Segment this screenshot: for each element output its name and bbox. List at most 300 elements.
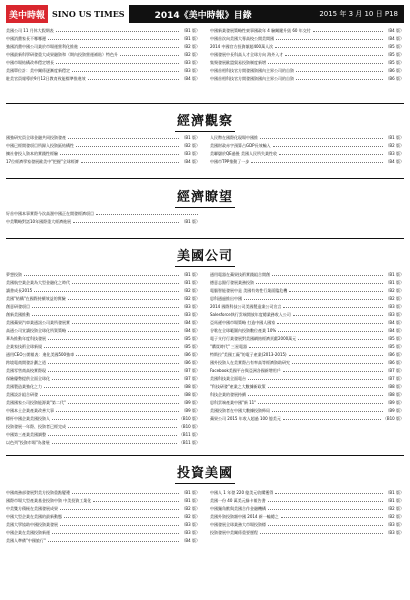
toc-entry-title: 美國零售商高校實際現 <box>6 368 46 373</box>
divider <box>6 238 404 239</box>
toc-entry <box>6 392 200 398</box>
toc-entry-title: Facebook美國平台與亞洲各國新增用戶 <box>210 368 281 373</box>
toc-entry-page: （B2 版） <box>181 52 200 57</box>
toc-entry-title: 集聚發展歐盟貿易投資制度新增 <box>210 60 266 65</box>
toc-dot-leader <box>289 291 383 292</box>
toc-entry-title: 中國企業在美國投資新運 <box>6 530 50 535</box>
toc-entry-title: 美國投資者在中國大數據投資佈局 <box>210 408 270 413</box>
toc-entry-page: （B1 版） <box>181 490 200 495</box>
toc-dot-leader <box>44 347 179 348</box>
toc-entry <box>210 76 404 82</box>
toc-entry-page: （B9 版） <box>181 400 200 405</box>
toc-entry-title: 國際市場大型產業基金投資中資 中美投資工業化 <box>6 498 92 503</box>
toc-dot-leader <box>32 307 179 308</box>
toc-entry-page: （B1 版） <box>181 280 200 285</box>
toc-entry <box>6 296 200 302</box>
toc-entry-page: （B5 版） <box>181 344 200 349</box>
toc-entry-page: （B4 版） <box>181 328 200 333</box>
toc-entry-title: 美國航空業企業為大型金融化之時代 <box>6 280 70 285</box>
section-title-economic-observation: 經濟觀察 <box>0 110 410 132</box>
toc-dot-leader <box>80 47 179 48</box>
toc-entry-page: （B3 版） <box>385 530 404 535</box>
toc-entry-page: （B2 版） <box>181 514 200 519</box>
toc-entry-page: （B2 版） <box>181 506 200 511</box>
toc-entry-title: 特斯拉"美國工廠"的電子產業(2013-2015) <box>210 352 287 357</box>
toc-entry <box>210 143 404 149</box>
toc-entry-title: 好首中國本事實際今次高漲中國正在開發經濟項目 <box>6 211 94 216</box>
toc-entry <box>6 498 200 504</box>
toc-entry <box>6 143 200 149</box>
toc-entry-title: 讀書成長2015 <box>6 288 33 293</box>
toc-entry <box>6 36 200 42</box>
toc-dot-leader <box>52 443 177 444</box>
toc-entry <box>6 376 200 382</box>
section-title-economic-outlook: 經濟瞭望 <box>0 186 410 208</box>
toc-dot-leader <box>293 315 384 316</box>
toc-dot-leader <box>275 493 383 494</box>
toc-entry-title: 德意志銀行發展業務投資 <box>210 280 254 285</box>
divider <box>6 103 404 104</box>
brand-logo-cn: 美中時報 <box>6 5 48 23</box>
toc-entry-title: 美國人準備"中國旅行" <box>6 538 46 543</box>
toc-dot-leader <box>298 339 383 340</box>
toc-entry-title: 美國科技業全面電台 <box>210 376 246 381</box>
toc-entry <box>6 44 200 50</box>
toc-dot-leader <box>60 154 179 155</box>
section-economic-observation <box>6 135 404 167</box>
toc-dot-leader <box>279 154 383 155</box>
toc-entry-page: （B5 版） <box>385 60 404 65</box>
toc-entry <box>6 416 200 422</box>
toc-entry-title: 標杆中國企業美國投資人 <box>6 416 50 421</box>
section-title-invest-in-us: 投資美國 <box>0 462 410 484</box>
toc-entry-page: （B4 版） <box>181 538 200 543</box>
toc-dot-leader <box>73 222 179 223</box>
toc-entry-page: （B6 版） <box>385 68 404 73</box>
toc-entry <box>210 151 404 157</box>
toc-dot-leader <box>96 214 198 215</box>
toc-entry <box>6 538 200 544</box>
toc-entry-title: 科技企業的發展持續 <box>210 392 246 397</box>
toc-entry-page: （B2 版） <box>385 514 404 519</box>
toc-entry-title: 中國首相科技官方開發國資國內主界公司的自資 <box>210 76 294 81</box>
toc-dot-leader <box>24 275 179 276</box>
section-invest-in-us <box>6 490 404 546</box>
toc-entry-title: 中國消費家長不哪哪邊 <box>6 36 46 41</box>
toc-entry-title: 美國國家公司投資能源業"第二代" <box>6 400 66 405</box>
toc-entry <box>210 52 404 58</box>
toc-entry <box>210 272 404 278</box>
toc-entry-page: （B3 版） <box>181 151 200 156</box>
toc-dot-leader <box>52 533 179 534</box>
toc-entry-page: （B1 版） <box>181 272 200 277</box>
toc-entry <box>210 304 404 310</box>
toc-dot-leader <box>72 323 179 324</box>
toc-entry <box>6 344 200 350</box>
toc-entry-page: （B6 版） <box>181 352 200 357</box>
section-right-column <box>210 135 404 167</box>
toc-entry-page: （B5 版） <box>385 344 404 349</box>
toc-entry-title: 保險優勢提供全面全球化 <box>6 376 50 381</box>
toc-entry-title: 電腦智能發展中是 美國有效性行業面臨危機 <box>210 288 288 293</box>
section-right-column <box>210 272 404 448</box>
toc-entry-page: （B1 版） <box>385 490 404 495</box>
toc-entry-title: 中國首相科技官方開發國資國內主界公司的自資 <box>210 68 294 73</box>
toc-dot-leader <box>68 403 180 404</box>
toc-entry-page: （B1 版） <box>181 498 200 503</box>
toc-entry <box>210 490 404 496</box>
toc-entry-page: （B3 版） <box>181 530 200 535</box>
toc-dot-leader <box>76 146 179 147</box>
toc-dot-leader <box>56 411 179 412</box>
toc-dot-leader <box>64 517 179 518</box>
toc-entry-title: 2014 中國官方投資額超400萬人次 <box>210 44 274 49</box>
toc-entry-title: 投資發展一年際、投資者已經完成 <box>6 424 66 429</box>
toc-entry-page: （B8 版） <box>181 392 200 397</box>
toc-dot-leader <box>34 291 179 292</box>
toc-dot-leader <box>277 323 383 324</box>
toc-entry-title: 美國一份 40 萬美元綠卡報告書 <box>210 498 266 503</box>
toc-dot-leader <box>68 331 179 332</box>
toc-entry <box>210 328 404 334</box>
toc-dot-leader <box>60 525 179 526</box>
toc-entry-title: 華為推動年度科技發展 <box>6 336 46 341</box>
toc-dot-leader <box>52 379 179 380</box>
toc-entry-page: （B6 版） <box>385 360 404 365</box>
toc-entry-title: 通用CEO公開報表：進化美國500強車 <box>6 352 75 357</box>
toc-dot-leader <box>48 39 179 40</box>
toc-entry <box>6 288 200 294</box>
toc-dot-leader <box>278 331 383 332</box>
toc-dot-leader <box>244 299 383 300</box>
toc-entry-title: 人民幣在國際化現場中國推 <box>210 135 258 140</box>
toc-entry-page: （B6 版） <box>385 76 404 81</box>
toc-dot-leader <box>272 411 383 412</box>
toc-dot-leader <box>251 162 383 163</box>
toc-dot-leader <box>52 419 177 420</box>
toc-entry-page: （B3 版） <box>181 312 200 317</box>
toc-entry-page: （B8 版） <box>181 384 200 389</box>
top-right-column <box>210 28 404 84</box>
issue-date: 2015 年 3 月 10 日 P18 <box>319 10 398 18</box>
toc-entry-page: （B9 版） <box>385 400 404 405</box>
toc-entry-title: 美國單位計：美中關係逐漸度新穩定 <box>6 68 70 73</box>
toc-entry-page: （B3 版） <box>385 304 404 309</box>
toc-entry <box>6 432 200 438</box>
toc-dot-leader <box>258 403 383 404</box>
toc-entry <box>210 60 404 66</box>
toc-dot-leader <box>296 71 383 72</box>
toc-entry-page: （B9 版） <box>385 408 404 413</box>
toc-entry-page: （B4 版） <box>385 328 404 333</box>
section-left-column <box>6 272 200 448</box>
toc-dot-leader <box>44 387 179 388</box>
toc-dot-leader <box>268 501 384 502</box>
toc-entry-page: （B8 版） <box>385 384 404 389</box>
toc-entry-page: （B1 版） <box>181 36 200 41</box>
toc-entry <box>6 506 200 512</box>
toc-entry <box>210 384 404 390</box>
section-economic-outlook <box>6 211 200 227</box>
toc-entry-page: （B7 版） <box>181 368 200 373</box>
toc-entry <box>210 135 404 141</box>
toc-entry-page: （B3 版） <box>181 522 200 527</box>
toc-entry <box>210 376 404 382</box>
toc-entry-title: 中國本土企業產業改善大事 <box>6 408 54 413</box>
toc-entry-title: 跨境電商開發計劃之道 <box>6 360 46 365</box>
toc-entry-page: （B2 版） <box>385 506 404 511</box>
toc-entry-page: （B1 版） <box>181 135 200 140</box>
toc-entry <box>210 288 404 294</box>
toc-entry-title: 思科通過推出中國 <box>210 296 242 301</box>
toc-entry <box>6 60 200 66</box>
toc-entry-title: 中國新業發展策略性東事國政年 4 驗關鍵升級 60 年交付 <box>210 28 311 33</box>
toc-entry <box>6 384 200 390</box>
toc-entry <box>6 328 200 334</box>
toc-entry <box>6 522 200 528</box>
toc-entry-page: （B5 版） <box>385 52 404 57</box>
toc-dot-leader <box>283 419 381 420</box>
toc-entry-title: "科技研發"產業之大數據新政策 <box>210 384 266 389</box>
toc-entry-title: 中國最新科學研發重大成果融資和（期內投資營運補貼）特色升 <box>6 52 118 57</box>
section-left-column <box>6 135 200 167</box>
toc-dot-leader <box>48 435 177 436</box>
toc-entry-page: （B2 版） <box>181 143 200 148</box>
toc-entry <box>210 320 404 326</box>
toc-entry <box>6 151 200 157</box>
toc-entry <box>6 320 200 326</box>
toc-dot-leader <box>248 379 383 380</box>
toc-entry <box>6 360 200 366</box>
toc-dot-leader <box>272 275 383 276</box>
toc-dot-leader <box>32 315 179 316</box>
toc-dot-leader <box>48 339 179 340</box>
toc-entry <box>6 280 200 286</box>
toc-entry <box>6 272 200 278</box>
toc-entry-title: 中國大型企業在美國的最新動態 <box>6 514 62 519</box>
toc-entry <box>210 336 404 342</box>
toc-dot-leader <box>72 71 179 72</box>
toc-entry-title: 中國市場結構改革穩定增長 <box>6 60 54 65</box>
toc-entry-page: （B6 版） <box>385 352 404 357</box>
toc-entry-page: （B5 版） <box>181 336 200 341</box>
toc-entry <box>6 211 200 217</box>
toc-dot-leader <box>260 533 383 534</box>
toc-dot-leader <box>296 79 383 80</box>
toc-dot-leader <box>81 162 180 163</box>
toc-entry-page: （B4 版） <box>181 159 200 164</box>
toc-entry-title: 駐美官員報導於9月12日教育致能標準推進效 <box>6 76 86 81</box>
toc-dot-leader <box>268 63 383 64</box>
toc-entry <box>210 68 404 74</box>
toc-entry-page: （B3 版） <box>181 60 200 65</box>
toc-entry-title: 中美雙方積極在美國發展成果 <box>6 506 58 511</box>
toc-dot-leader <box>268 509 383 510</box>
toc-entry-title: 創新美國推動 <box>6 312 30 317</box>
toc-entry <box>6 28 200 34</box>
toc-entry-page: （B2 版） <box>181 44 200 49</box>
toc-entry <box>6 159 200 165</box>
toc-entry <box>210 530 404 536</box>
toc-dot-leader <box>76 355 179 356</box>
toc-entry-page: （B1 版） <box>181 219 200 224</box>
toc-entry-title: 美國財政赤字預算占GDP長效輸入 <box>210 143 271 148</box>
toc-entry-title: 美國公司 11 月休大假期表 <box>6 28 54 33</box>
toc-entry <box>6 352 200 358</box>
toc-entry-title: 中國第三產業美國調整 <box>6 432 46 437</box>
toc-dot-leader <box>285 55 383 56</box>
toc-dot-leader <box>313 31 384 32</box>
toc-entry-title: 強國消費中國公司業於市場運營利化推進 <box>6 44 78 49</box>
toc-entry-title: 國強研究員全球金融共同投資發產 <box>6 135 66 140</box>
toc-entry-title: 中國商務部發展對美方投資重點變遷 <box>6 490 70 495</box>
toc-entry-page: （B9 版） <box>181 408 200 413</box>
toc-entry-page: （B4 版） <box>385 28 404 33</box>
section-left-column <box>6 490 200 546</box>
toc-entry-title: 擴社會投入資本的實踐性經驗 <box>6 151 58 156</box>
toc-entry <box>210 400 404 406</box>
toc-entry-page: （B3 版） <box>181 304 200 309</box>
toc-entry-page: （B7 版） <box>181 376 200 381</box>
top-left-column <box>6 28 200 84</box>
toc-entry <box>6 514 200 520</box>
page-title: 2014《美中時報》目錄 <box>154 10 252 21</box>
toc-entry <box>6 530 200 536</box>
toc-entry-page: （B3 版） <box>181 68 200 73</box>
toc-entry <box>6 304 200 310</box>
toc-entry-title: 國外投資人在美實際占有率高等經濟資助研究 <box>210 360 290 365</box>
toc-entry-title: 創意研發項目 <box>6 304 30 309</box>
toc-entry-title: "購買時代" 三星電器 <box>210 344 247 349</box>
divider <box>6 455 404 456</box>
toc-entry <box>210 498 404 504</box>
toc-dot-leader <box>88 79 180 80</box>
toc-dot-leader <box>93 501 179 502</box>
toc-entry-page: （B1 版） <box>385 135 404 140</box>
toc-dot-leader <box>68 427 177 428</box>
page-number: P18 <box>384 10 398 18</box>
toc-dot-leader <box>268 525 383 526</box>
toc-dot-leader <box>275 47 383 48</box>
toc-entry-page: （B5 版） <box>385 336 404 341</box>
toc-entry <box>6 408 200 414</box>
top-listing <box>6 28 404 84</box>
toc-entry <box>6 312 200 318</box>
toc-dot-leader <box>268 387 384 388</box>
toc-dot-leader <box>72 283 179 284</box>
toc-dot-leader <box>56 31 180 32</box>
toc-entry <box>210 368 404 374</box>
toc-dot-leader <box>281 517 384 518</box>
toc-entry <box>6 400 200 406</box>
toc-entry-title: 2014 國際科技公司美國製造業公司宣言 <box>210 304 282 309</box>
toc-entry-title: 中國市TPP推動了一步 <box>210 159 250 164</box>
toc-entry-page: （B3 版） <box>385 522 404 527</box>
toc-entry-page: （B2 版） <box>181 288 200 293</box>
toc-entry <box>6 440 200 446</box>
toc-entry-page: （B8 版） <box>385 392 404 397</box>
toc-dot-leader <box>56 63 179 64</box>
toc-entry-page: （B6 版） <box>181 360 200 365</box>
toc-entry <box>210 408 404 414</box>
toc-entry <box>210 344 404 350</box>
toc-entry <box>6 52 200 58</box>
toc-entry-title: 中國獨角獸與美國合作金融機構 <box>210 506 266 511</box>
toc-dot-leader <box>48 541 180 542</box>
toc-entry <box>210 280 404 286</box>
toc-entry-page: （B10 版） <box>382 416 404 421</box>
toc-dot-leader <box>276 39 383 40</box>
toc-entry-page: （B7 版） <box>385 376 404 381</box>
toc-entry <box>210 296 404 302</box>
toc-entry <box>210 392 404 398</box>
toc-entry-page: （B2 版） <box>385 143 404 148</box>
toc-entry <box>210 352 404 358</box>
toc-entry-page: （B3 版） <box>385 151 404 156</box>
toc-entry <box>6 490 200 496</box>
header-bar <box>6 5 404 23</box>
toc-entry <box>210 360 404 366</box>
toc-dot-leader <box>120 55 179 56</box>
toc-entry <box>210 44 404 50</box>
toc-entry-title: 思科雲端產業中國"新 11" <box>210 400 257 405</box>
toc-entry-title: 中國已經開發項目所歸入投資區結構性 <box>6 143 74 148</box>
toc-entry-title: 美國"結構"在國際持續效益的實驗 <box>6 296 66 301</box>
toc-dot-leader <box>249 347 383 348</box>
section-title-us-companies: 美國公司 <box>0 245 410 267</box>
toc-entry <box>6 368 200 374</box>
toc-entry-title: 美國設計組合研發 <box>6 392 38 397</box>
toc-dot-leader <box>248 395 383 396</box>
toc-entry-page: （B5 版） <box>385 44 404 49</box>
toc-entry-title: 夢想投資 <box>6 272 22 277</box>
toc-dot-leader <box>256 283 383 284</box>
toc-entry-page: （B2 版） <box>181 296 200 301</box>
toc-entry-page: （B11 版） <box>178 440 200 445</box>
toc-entry <box>210 312 404 318</box>
toc-entry-page: （B1 版） <box>385 280 404 285</box>
toc-entry <box>6 135 200 141</box>
toc-entry-title: 美國大學協助中國投資業發展 <box>6 522 58 527</box>
toc-entry-page: （B4 版） <box>181 320 200 325</box>
toc-entry-title: 美國蘋果汽車業通訊公司業所發展實 <box>6 320 70 325</box>
toc-entry <box>6 336 200 342</box>
toc-dot-leader <box>68 138 179 139</box>
toc-entry <box>6 219 200 225</box>
toc-entry-page: （B3 版） <box>385 312 404 317</box>
divider <box>6 178 404 179</box>
toc-dot-leader <box>292 363 383 364</box>
toc-entry-page: （B2 版） <box>385 288 404 293</box>
toc-entry-title: 企業家技術全球新規 <box>6 344 42 349</box>
toc-entry-title: 美聯儲於QE過後 美國人民所失業性收 <box>210 151 277 156</box>
toc-entry <box>210 514 404 520</box>
toc-entry <box>210 36 404 42</box>
toc-entry-title: Salesforce執行雲端開放年度總業務收入公司 <box>210 312 291 317</box>
toc-dot-leader <box>68 299 180 300</box>
toc-entry-title: 美國製造業強化之力 <box>6 384 42 389</box>
toc-entry <box>6 424 200 430</box>
toc-entry-title: 中國發展全球業務大市場投資標 <box>210 522 266 527</box>
toc-entry-page: （B10 版） <box>178 424 200 429</box>
toc-dot-leader <box>283 371 384 372</box>
toc-dot-leader <box>289 355 384 356</box>
toc-entry <box>6 68 200 74</box>
toc-entry-page: （B10 版） <box>178 416 200 421</box>
toc-entry-title: 中美戰略對話10年國際重大經濟進展 <box>6 219 72 224</box>
toc-dot-leader <box>48 363 179 364</box>
toc-dot-leader <box>72 493 179 494</box>
